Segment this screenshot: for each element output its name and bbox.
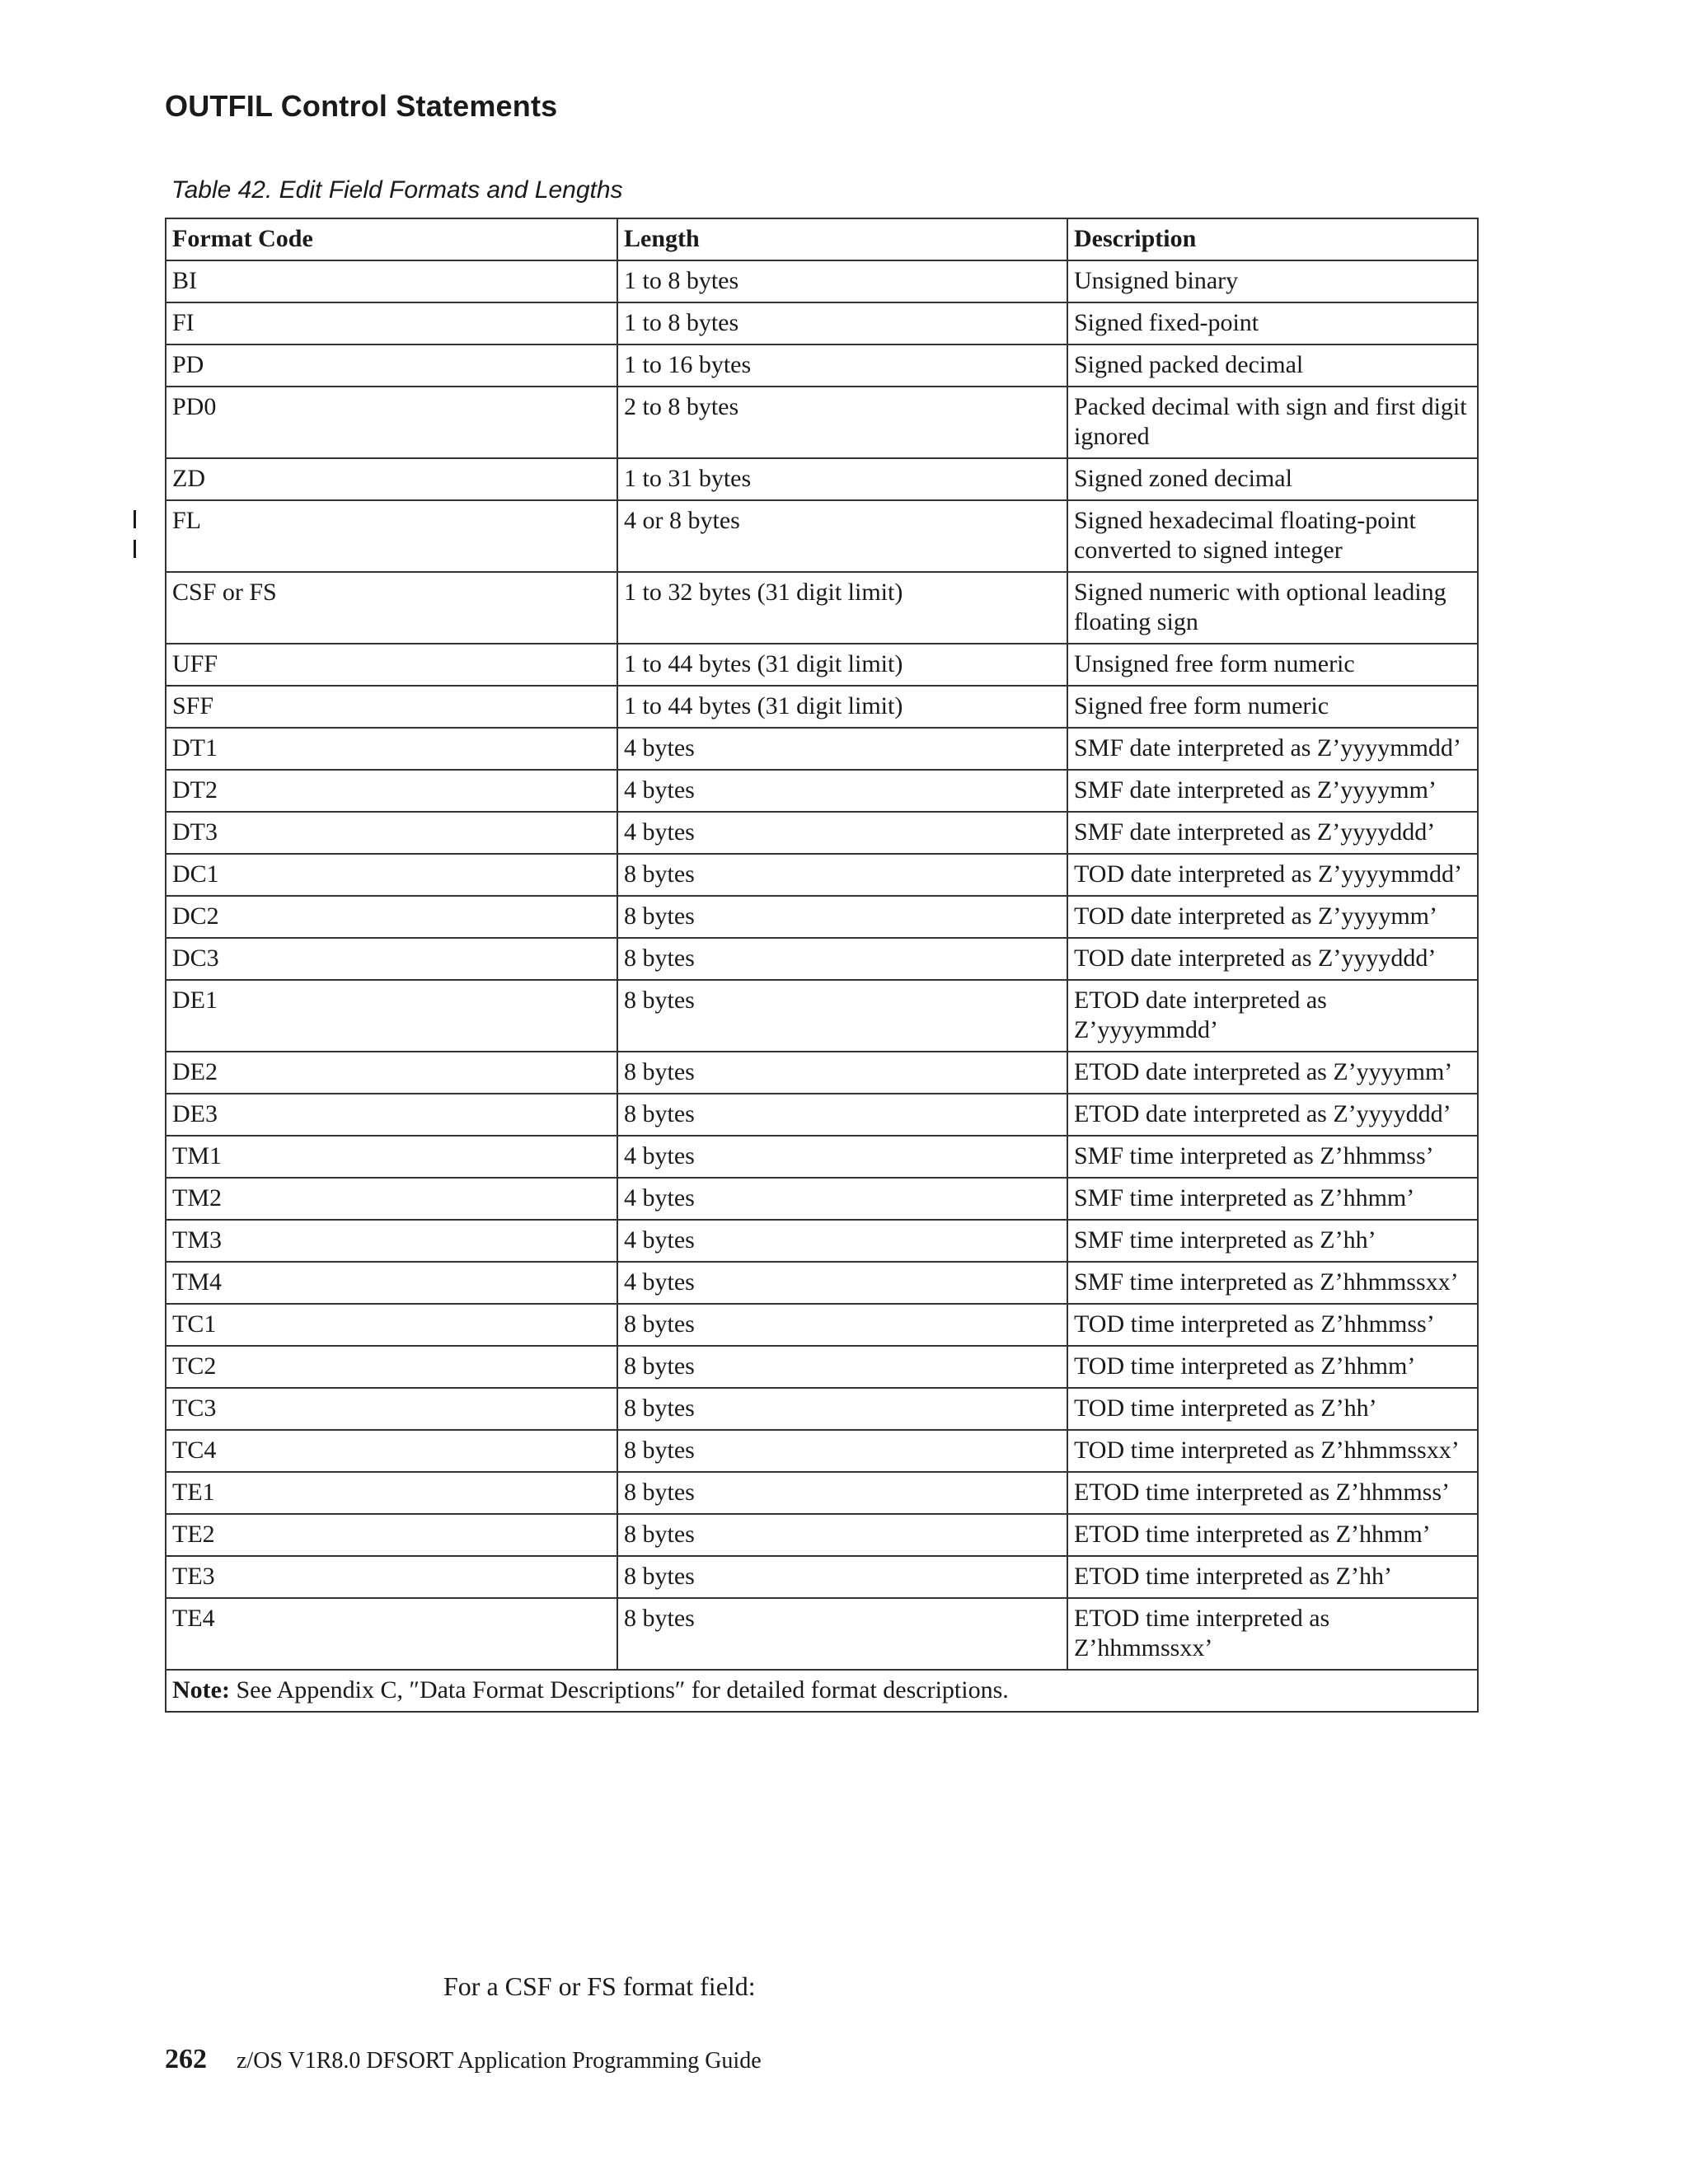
- format-code-cell: DC2: [166, 896, 617, 938]
- description-cell: SMF date interpreted as Z’yyyyddd’: [1067, 812, 1478, 854]
- table-body: [166, 260, 1478, 1670]
- description-cell: ETOD time interpreted as Z’hhmm’: [1067, 1514, 1478, 1556]
- format-code-cell: DE1: [166, 980, 617, 1052]
- length-cell: 8 bytes: [617, 1514, 1067, 1556]
- format-code-cell: ZD: [166, 458, 617, 500]
- length-cell: 1 to 8 bytes: [617, 302, 1067, 344]
- format-code-cell: TC3: [166, 1388, 617, 1430]
- column-header-description: Description: [1067, 218, 1478, 260]
- table-row: [166, 1136, 1478, 1178]
- table-row: [166, 938, 1478, 980]
- note-text: See Appendix C, ″Data Format Descriptions″ for detailed format descriptions.: [236, 1676, 1009, 1704]
- table-row: [166, 387, 1478, 458]
- table-row: [166, 980, 1478, 1052]
- description-cell: SMF time interpreted as Z’hhmm’: [1067, 1178, 1478, 1220]
- format-code-cell: DE3: [166, 1094, 617, 1136]
- description-cell: SMF time interpreted as Z’hhmmss’: [1067, 1136, 1478, 1178]
- table-row: [166, 728, 1478, 770]
- description-cell: Signed packed decimal: [1067, 344, 1478, 387]
- format-code-cell: TM2: [166, 1178, 617, 1220]
- column-header-length: Length: [617, 218, 1067, 260]
- length-cell: 4 bytes: [617, 1220, 1067, 1262]
- change-bar: [134, 540, 136, 558]
- description-cell: Signed fixed-point: [1067, 302, 1478, 344]
- length-cell: 4 bytes: [617, 1178, 1067, 1220]
- length-cell: 8 bytes: [617, 1304, 1067, 1346]
- description-cell: ETOD date interpreted as Z’yyyymm’: [1067, 1052, 1478, 1094]
- description-cell: SMF date interpreted as Z’yyyymmdd’: [1067, 728, 1478, 770]
- description-cell: Packed decimal with sign and first digit ignored: [1067, 387, 1478, 458]
- length-cell: 1 to 32 bytes (31 digit limit): [617, 572, 1067, 644]
- edit-field-formats-table: [165, 218, 1479, 1713]
- description-cell: SMF time interpreted as Z’hh’: [1067, 1220, 1478, 1262]
- table-row: [166, 260, 1478, 302]
- description-cell: Signed hexadecimal floating-point converted to signed integer: [1067, 500, 1478, 572]
- length-cell: 8 bytes: [617, 1094, 1067, 1136]
- format-code-cell: TM1: [166, 1136, 617, 1178]
- length-cell: 4 or 8 bytes: [617, 500, 1067, 572]
- format-code-cell: TE2: [166, 1514, 617, 1556]
- format-code-cell: TC1: [166, 1304, 617, 1346]
- description-cell: ETOD date interpreted as Z’yyyyddd’: [1067, 1094, 1478, 1136]
- description-cell: ETOD date interpreted as Z’yyyymmdd’: [1067, 980, 1478, 1052]
- length-cell: 8 bytes: [617, 896, 1067, 938]
- table-row: [166, 1178, 1478, 1220]
- table-row: [166, 1220, 1478, 1262]
- description-cell: Signed numeric with optional leading floating sign: [1067, 572, 1478, 644]
- column-header-format-code: Format Code: [166, 218, 617, 260]
- format-code-cell: TM3: [166, 1220, 617, 1262]
- table-caption: Table 42. Edit Field Formats and Lengths: [171, 176, 623, 204]
- format-code-cell: FI: [166, 302, 617, 344]
- length-cell: 8 bytes: [617, 980, 1067, 1052]
- length-cell: 4 bytes: [617, 728, 1067, 770]
- table-row: [166, 302, 1478, 344]
- description-cell: TOD date interpreted as Z’yyyymm’: [1067, 896, 1478, 938]
- format-code-cell: TE3: [166, 1556, 617, 1598]
- table-row: [166, 1430, 1478, 1472]
- format-code-cell: DT1: [166, 728, 617, 770]
- format-code-cell: PD0: [166, 387, 617, 458]
- description-cell: TOD date interpreted as Z’yyyymmdd’: [1067, 854, 1478, 896]
- length-cell: 4 bytes: [617, 770, 1067, 812]
- length-cell: 8 bytes: [617, 1598, 1067, 1670]
- length-cell: 8 bytes: [617, 1388, 1067, 1430]
- format-code-cell: CSF or FS: [166, 572, 617, 644]
- length-cell: 1 to 16 bytes: [617, 344, 1067, 387]
- table-row: [166, 1514, 1478, 1556]
- format-code-cell: UFF: [166, 644, 617, 686]
- length-cell: 8 bytes: [617, 938, 1067, 980]
- table-row: [166, 644, 1478, 686]
- format-code-cell: TC4: [166, 1430, 617, 1472]
- table-row: [166, 1388, 1478, 1430]
- format-code-cell: FL: [166, 500, 617, 572]
- length-cell: 2 to 8 bytes: [617, 387, 1067, 458]
- description-cell: Signed zoned decimal: [1067, 458, 1478, 500]
- table-row: [166, 1262, 1478, 1304]
- description-cell: ETOD time interpreted as Z’hhmmss’: [1067, 1472, 1478, 1514]
- table-row: [166, 896, 1478, 938]
- length-cell: 8 bytes: [617, 854, 1067, 896]
- length-cell: 1 to 8 bytes: [617, 260, 1067, 302]
- length-cell: 1 to 44 bytes (31 digit limit): [617, 644, 1067, 686]
- format-code-cell: BI: [166, 260, 617, 302]
- table-row: [166, 854, 1478, 896]
- length-cell: 1 to 44 bytes (31 digit limit): [617, 686, 1067, 728]
- format-code-cell: TM4: [166, 1262, 617, 1304]
- format-code-cell: TE1: [166, 1472, 617, 1514]
- length-cell: 1 to 31 bytes: [617, 458, 1067, 500]
- format-code-cell: TE4: [166, 1598, 617, 1670]
- length-cell: 8 bytes: [617, 1052, 1067, 1094]
- table-row: [166, 1094, 1478, 1136]
- description-cell: Unsigned free form numeric: [1067, 644, 1478, 686]
- table-row: [166, 1304, 1478, 1346]
- table-header-row: [166, 218, 1478, 260]
- page-footer: [165, 2044, 762, 2075]
- page-header: OUTFIL Control Statements: [165, 89, 558, 123]
- table-row: [166, 1052, 1478, 1094]
- table-row: [166, 1598, 1478, 1670]
- format-code-cell: DC3: [166, 938, 617, 980]
- length-cell: 4 bytes: [617, 812, 1067, 854]
- description-cell: ETOD time interpreted as Z’hh’: [1067, 1556, 1478, 1598]
- table-note: [166, 1670, 1478, 1712]
- description-cell: TOD time interpreted as Z’hhmmssxx’: [1067, 1430, 1478, 1472]
- body-text: For a CSF or FS format field:: [443, 1971, 756, 2001]
- description-cell: TOD date interpreted as Z’yyyyddd’: [1067, 938, 1478, 980]
- table-row: [166, 572, 1478, 644]
- table-row: [166, 344, 1478, 387]
- description-cell: TOD time interpreted as Z’hhmm’: [1067, 1346, 1478, 1388]
- format-code-cell: DC1: [166, 854, 617, 896]
- length-cell: 8 bytes: [617, 1556, 1067, 1598]
- footer-title: z/OS V1R8.0 DFSORT Application Programming Guide: [237, 2048, 762, 2074]
- format-code-cell: DT3: [166, 812, 617, 854]
- table-row: [166, 1472, 1478, 1514]
- format-code-cell: PD: [166, 344, 617, 387]
- description-cell: SMF time interpreted as Z’hhmmssxx’: [1067, 1262, 1478, 1304]
- description-cell: Signed free form numeric: [1067, 686, 1478, 728]
- table-row: [166, 500, 1478, 572]
- length-cell: 8 bytes: [617, 1430, 1067, 1472]
- note-label: Note:: [172, 1676, 230, 1704]
- description-cell: Unsigned binary: [1067, 260, 1478, 302]
- length-cell: 8 bytes: [617, 1346, 1067, 1388]
- format-code-cell: DE2: [166, 1052, 617, 1094]
- description-cell: TOD time interpreted as Z’hh’: [1067, 1388, 1478, 1430]
- table-row: [166, 812, 1478, 854]
- format-code-cell: TC2: [166, 1346, 617, 1388]
- length-cell: 4 bytes: [617, 1136, 1067, 1178]
- table-row: [166, 1556, 1478, 1598]
- format-code-cell: SFF: [166, 686, 617, 728]
- description-cell: ETOD time interpreted as Z’hhmmssxx’: [1067, 1598, 1478, 1670]
- table-note-row: [166, 1670, 1478, 1712]
- length-cell: 4 bytes: [617, 1262, 1067, 1304]
- table-row: [166, 770, 1478, 812]
- table-row: [166, 686, 1478, 728]
- table-row: [166, 1346, 1478, 1388]
- length-cell: 8 bytes: [617, 1472, 1067, 1514]
- page-number: 262: [165, 2044, 207, 2074]
- format-code-cell: DT2: [166, 770, 617, 812]
- change-bar: [134, 510, 136, 528]
- description-cell: TOD time interpreted as Z’hhmmss’: [1067, 1304, 1478, 1346]
- table-row: [166, 458, 1478, 500]
- description-cell: SMF date interpreted as Z’yyyymm’: [1067, 770, 1478, 812]
